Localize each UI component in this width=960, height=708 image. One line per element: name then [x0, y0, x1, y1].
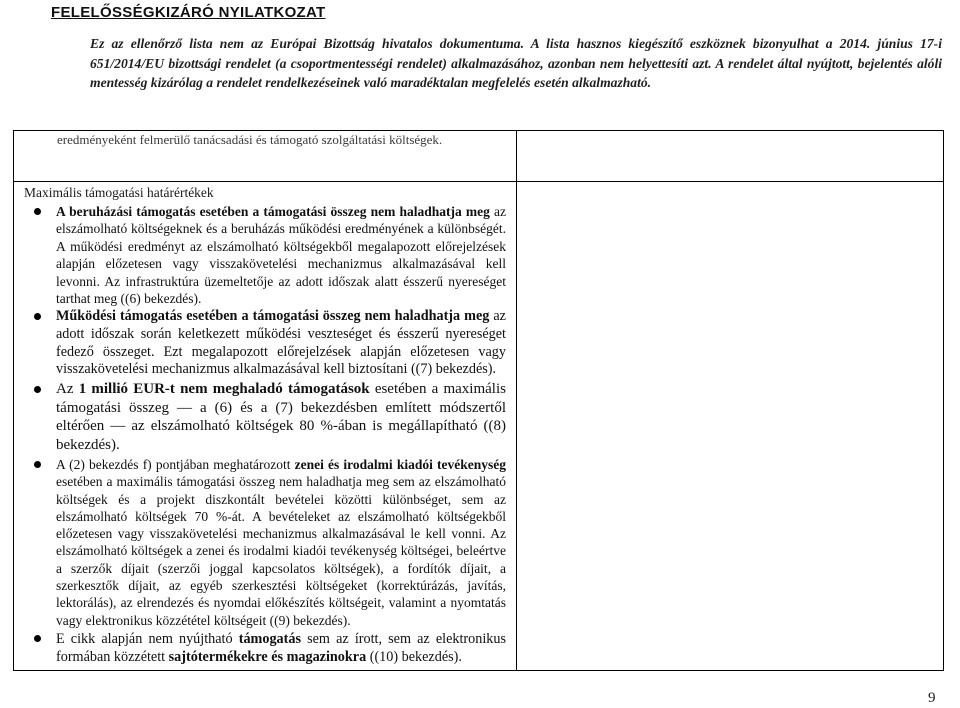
list-item-text: az elszámolható költségeknek és a beruházás működési eredményének a különbségét. A működési eredményt az elszámolható költségekből megalapozott előrejelzések alapján előzetesen vagy visszakövetelési mechanizmus alkalmazásával kell levonni. Az infrastruktúra üzemeltetője az adott időszak alatt ésszerű nyereséget tarthat meg ((6) bekezdés). [56, 204, 507, 307]
list-item-text: esetében a maximális támogatási összeg — a (6) és a (7) bekezdésben említett módszertől eltérően — az elszámolható költségek 80 %-ában is megállapítható ((8) bekezdés). [56, 380, 506, 454]
list-item [36, 203, 506, 307]
checklist-table [13, 130, 944, 671]
list-item-text: zenei és irodalmi kiadói tevékenység [294, 457, 506, 472]
list-item [36, 630, 506, 666]
table-row [14, 182, 944, 671]
answer-cell [517, 182, 944, 671]
bullet-icon [34, 208, 41, 215]
page-number: 9 [928, 690, 936, 706]
disclaimer-heading: FELELŐSSÉGKIZÁRÓ NYILATKOZAT [51, 4, 326, 21]
list-item-text: 1 millió EUR-t nem meghaladó támogatások [78, 380, 370, 397]
list-item-text: ((10) bekezdés). [366, 648, 462, 665]
criteria-list [36, 203, 506, 666]
list-item [36, 308, 506, 378]
list-item-text: esetében a maximális támogatási összeg nem haladhatja meg sem az elszámolható költségek és a projekt diszkontált bevételei közötti különbséget, sem az elszámolható költségek 70 %-át. A bevételeket az elszámolható költségekből előzetesen vagy visszakövetelési mechanizmus alkalmazásával le kell vonni. Az elszámolható költségek a zenei és irodalmi kiadói tevékenység költségei, beleértve a szerzők díjait (szerzői joggal kapcsolatos költségek), a fordítók díjait, a szerkesztők díjait, az egyéb szerkesztési költségeket (korrektúrázás, javítás, lektorálás), az elrendezés és nyomdai előkészítés költségeit, valamint a nyomtatás vagy elektronikus közzététel költségeit ((9) bekezdés). [56, 474, 506, 628]
list-item-text: A beruházási támogatás esetében a támogatási összeg nem haladhatja meg [56, 204, 490, 219]
list-item [36, 380, 506, 455]
table-row [14, 131, 944, 182]
continued-text: eredményeként felmerülő tanácsadási és támogató szolgáltatási költségek. [57, 132, 443, 147]
bullet-icon [34, 386, 41, 393]
list-item-text: sajtótermékekre és magazinokra [168, 648, 367, 665]
list-item-text: Az [56, 380, 79, 397]
bullet-icon [34, 313, 41, 320]
section-title: Maximális támogatási határértékek [24, 185, 214, 200]
disclaimer-text: Ez az ellenőrző lista nem az Európai Bizottság hivatalos dokumentuma. A lista hasznos kiegészítő eszköznek bizonyulhat a 2014. június 17-i 651/2014/EU bizottsági rendelet (a csoportmentességi rendelet) alkalmazásához, azonban nem helyettesíti azt. A rendelet által nyújtott, bejelentés alóli mentesség kizárólag a rendelet rendelkezéseinek való maradéktalan megfelelés esetén alkalmazható. [90, 36, 942, 91]
list-item-text: Működési támogatás esetében a támogatási összeg nem haladhatja meg [56, 308, 490, 325]
list-item [36, 456, 506, 629]
list-item-text: támogatás [238, 630, 301, 647]
answer-cell [517, 131, 944, 182]
bullet-icon [34, 635, 41, 642]
list-item-text: sem az írott, sem az elektronikus formában közzétett [56, 630, 506, 665]
criteria-cell [14, 182, 517, 671]
bullet-icon [34, 461, 41, 468]
list-item-text: A (2) bekezdés f) pontjában meghatározott [56, 457, 295, 472]
list-item-text: az adott időszak során keletkezett működési veszteséget és ésszerű nyereséget fedező összeget. Ezt megalapozott előrejelzések alapján előzetesen vagy visszakövetelési mechanizmus alkalmazásával kell biztosítani ((7) bekezdés). [56, 308, 506, 378]
list-item-text: E cikk alapján nem nyújtható [56, 630, 239, 647]
criteria-cell [14, 131, 517, 182]
